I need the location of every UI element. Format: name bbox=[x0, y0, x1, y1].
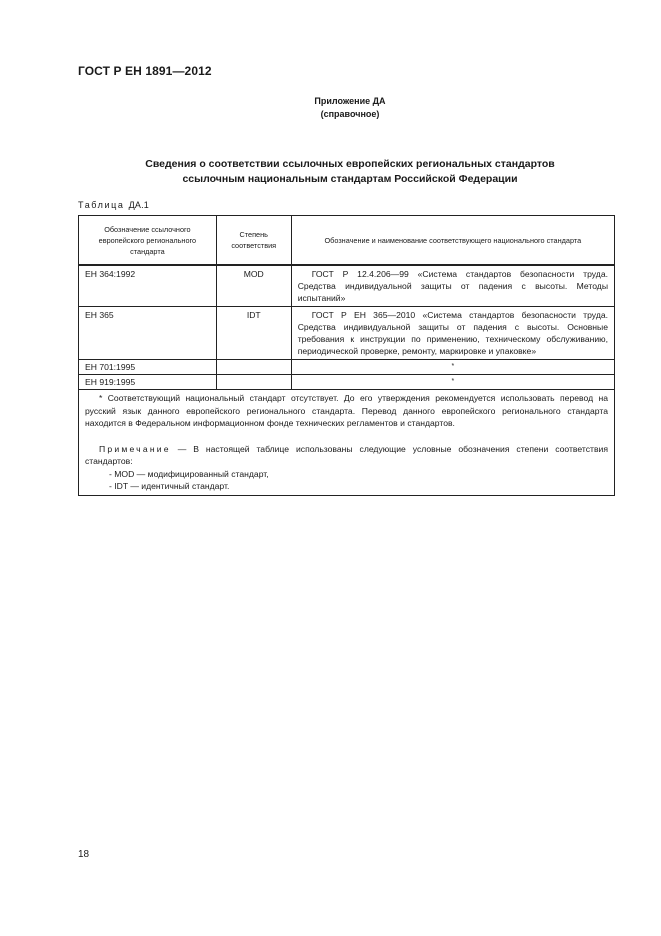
row-code: ЕН 365 bbox=[79, 307, 217, 360]
appendix-subtitle: (справочное) bbox=[320, 109, 380, 119]
section-title bbox=[0, 157, 661, 187]
row-code: ЕН 701:1995 bbox=[79, 360, 217, 375]
page-number: 18 bbox=[78, 849, 90, 860]
table-row bbox=[79, 265, 615, 307]
table-notes-row bbox=[79, 390, 615, 496]
table-caption-label: Таблица bbox=[78, 200, 125, 210]
row-degree bbox=[216, 375, 291, 390]
row-national-standard: ГОСТ Р ЕН 365—2010 «Система стандартов безопасности труда. Средства индивидуальной защиты от падения с высоты. Основные требования к инструкции по применению, техническому обслуживанию, периодической проверке, ремонту, маркировке и упаковке» bbox=[291, 307, 614, 360]
table-row bbox=[79, 375, 615, 390]
row-degree bbox=[216, 360, 291, 375]
table-caption-number: ДА.1 bbox=[128, 200, 150, 210]
row-national-standard: ГОСТ Р 12.4.206—99 «Система стандартов безопасности труда. Средства индивидуальной защиты от падения с высоты. Методы испытаний» bbox=[291, 265, 614, 307]
row-degree: IDT bbox=[216, 307, 291, 360]
table-header-row bbox=[79, 216, 615, 266]
section-title-line2: ссылочным национальным стандартам Российской Федерации bbox=[182, 173, 518, 185]
document-code: ГОСТ Р ЕН 1891—2012 bbox=[78, 64, 212, 78]
header-standard-code: Обозначение ссылочного европейского регионального стандарта bbox=[79, 216, 217, 266]
row-national-standard: * bbox=[291, 375, 614, 390]
note-text: — В настоящей таблице использованы следующие условные обозначения степени соответствия стандартов: bbox=[85, 443, 608, 466]
note-label: Примечание bbox=[99, 443, 171, 454]
footnote: * Соответствующий национальный стандарт отсутствует. До его утверждения рекомендуется использовать перевод на русский язык данного европейского регионального стандарта. Перевод данного европейского регионального стандарта находится в Федеральном информационном фонде технических регламентов и стандартов. bbox=[85, 393, 608, 428]
correspondence-table bbox=[78, 215, 615, 496]
row-code: ЕН 919:1995 bbox=[79, 375, 217, 390]
note bbox=[85, 443, 608, 468]
row-degree: MOD bbox=[216, 265, 291, 307]
table-row bbox=[79, 360, 615, 375]
header-national-standard: Обозначение и наименование соответствующего национального стандарта bbox=[291, 216, 614, 266]
note-item-mod: - MOD — модифицированный стандарт, bbox=[109, 468, 269, 479]
note-list bbox=[85, 468, 608, 493]
appendix-heading bbox=[0, 95, 661, 121]
table-row bbox=[79, 307, 615, 360]
header-degree: Степень соответствия bbox=[216, 216, 291, 266]
table-notes bbox=[79, 390, 615, 496]
row-code: ЕН 364:1992 bbox=[79, 265, 217, 307]
appendix-title: Приложение ДА bbox=[314, 96, 386, 106]
note-item-idt: - IDT — идентичный стандарт. bbox=[109, 481, 230, 491]
table-caption bbox=[78, 200, 149, 210]
section-title-line1: Сведения о соответствии ссылочных европейских региональных стандартов bbox=[145, 158, 555, 170]
row-national-standard: * bbox=[291, 360, 614, 375]
